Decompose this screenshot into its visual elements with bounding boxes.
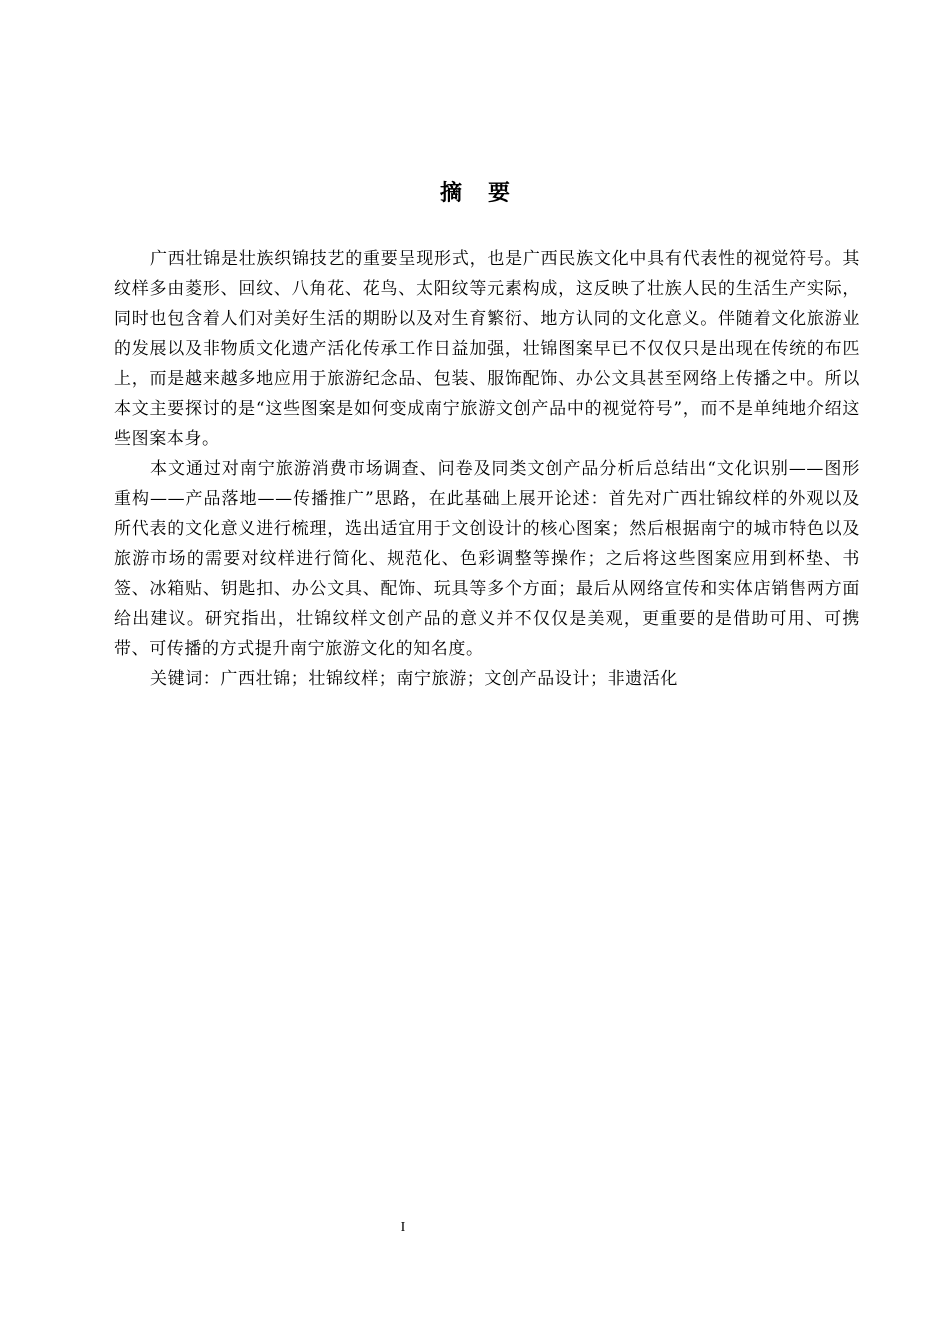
abstract-title: 摘要 — [439, 181, 536, 206]
abstract-paragraph-2: 本文通过对南宁旅游消费市场调查、问卷及同类文创产品分析后总结出“文化识别——图形重构——产品落地——传播推广”思路，在此基础上展开论述：首先对广西壮锦纹样的外观以及所代表的文化意义进行梳理，选出适宜用于文创设计的核心图案；然后根据南宁的城市特色以及旅游市场的需要对纹样进行简化、规范化、色彩调整等操作；之后将这些图案应用到杯垫、书签、冰箱贴、钥匙扣、办公文具、配饰、玩具等多个方面；最后从网络宣传和实体店销售两方面给出建议。研究指出，壮锦纹样文创产品的意义并不仅仅是美观，更重要的是借助可用、可携带、可传播的方式提升南宁旅游文化的知名度。 — [114, 459, 860, 659]
abstract-paragraph-1: 广西壮锦是壮族织锦技艺的重要呈现形式，也是广西民族文化中具有代表性的视觉符号。其纹样多由菱形、回纹、八角花、花鸟、太阳纹等元素构成，这反映了壮族人民的生活生产实际，同时也包含着人们对美好生活的期盼以及对生育繁衍、地方认同的文化意义。伴随着文化旅游业的发展以及非物质文化遗产活化传承工作日益加强，壮锦图案早已不仅仅只是出现在传统的布匹上，而是越来越多地应用于旅游纪念品、包装、服饰配饰、办公文具甚至网络上传播之中。所以本文主要探讨的是“这些图案是如何变成南宁旅游文创产品中的视觉符号”，而不是单纯地介绍这些图案本身。 — [114, 249, 860, 449]
page-number: I — [400, 1220, 406, 1235]
abstract-body — [114, 244, 860, 694]
keywords-line: 关键词：广西壮锦；壮锦纹样；南宁旅游；文创产品设计；非遗活化 — [150, 669, 678, 689]
